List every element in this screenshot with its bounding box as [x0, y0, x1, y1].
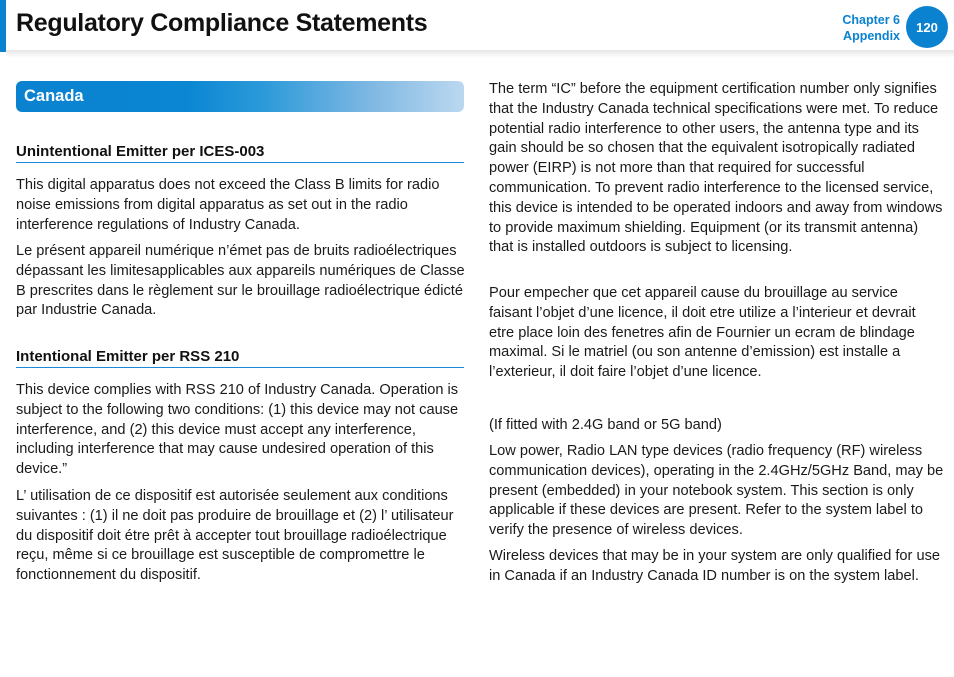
- paragraph-radio-lan: Low power, Radio LAN type devices (radio frequency (RF) wireless communication devices), operating in the 2.4GHz/5GHz Band, may be present (embedded) in your notebook system. This section is only applicable if these devices are present. Refer to the system label to verify the presence of wireless devices.: [489, 443, 944, 539]
- header-accent-bar: [0, 0, 6, 52]
- paragraph-ic-french: Pour empecher que cet appareil cause du brouillage au service faisant l’objet d’une licence, il doit etre utilize a l’interieur et devrait etre place loin des fenetres afin de Fournier un ecram de blindage maximal. Si le matriel (ou son antenne d’emission) est installe a l’exterieur, il doit faire l’objet d’une licence.: [489, 285, 916, 381]
- page-header: [0, 0, 954, 55]
- page-number: 120: [916, 19, 938, 35]
- paragraph-band-note: (If fitted with 2.4G band or 5G band): [489, 417, 722, 433]
- section-title: Canada: [24, 87, 84, 105]
- paragraph-rss-french: L’ utilisation de ce dispositif est autorisée seulement aux conditions suivantes : (1) il ne doit pas produire de brouillage et (2) l’ utilisateur du dispositif doit étre prêt à accepter tout brouillage radioélectrique reçu, même si ce brouillage est susceptible de compromettre le fonctionnement du dispositif.: [16, 488, 454, 584]
- section-title-bar: [16, 81, 464, 112]
- chapter-name: Appendix: [843, 29, 900, 43]
- chapter-number: Chapter 6: [842, 13, 900, 27]
- subsection-heading-ices-003: Unintentional Emitter per ICES-003: [16, 143, 464, 163]
- page-title: Regulatory Compliance Statements: [16, 9, 428, 37]
- page-number-badge: [906, 6, 948, 48]
- header-divider: [6, 50, 954, 58]
- subsection-heading-rss-210: Intentional Emitter per RSS 210: [16, 348, 464, 368]
- paragraph-ices-french: Le présent appareil numérique n’émet pas de bruits radioélectriques dépassant les limitesapplicables aux appareils numériques de Classe B prescrites dans le règlement sur le brouillage radioélectrique édicté par Industrie Canada.: [16, 243, 465, 319]
- paragraph-wireless-qualified: Wireless devices that may be in your system are only qualified for use in Canada if an Industry Canada ID number is on the system label.: [489, 548, 940, 584]
- chapter-label: [842, 12, 900, 44]
- paragraph-rss-english: This device complies with RSS 210 of Industry Canada. Operation is subject to the following two conditions: (1) this device may not cause interference, and (2) this device must accept any interference, including interference that may cause undesired operation of this device.”: [16, 382, 459, 478]
- paragraph-ices-english: This digital apparatus does not exceed the Class B limits for radio noise emissions from digital apparatus as set out in the radio interference regulations of Industry Canada.: [16, 177, 440, 233]
- paragraph-ic-term: The term “IC” before the equipment certification number only signifies that the Industry Canada technical specifications were met. To reduce potential radio interference to other users, the antenna type and its gain should be so chosen that the equivalent isotropically radiated power (EIRP) is not more than that required for successful communication. To prevent radio interference to the licensed service, this device is intended to be operated indoors and away from windows to provide maximum shielding. Equipment (or its transmit antenna) that is installed outdoors is subject to licensing.: [489, 81, 943, 256]
